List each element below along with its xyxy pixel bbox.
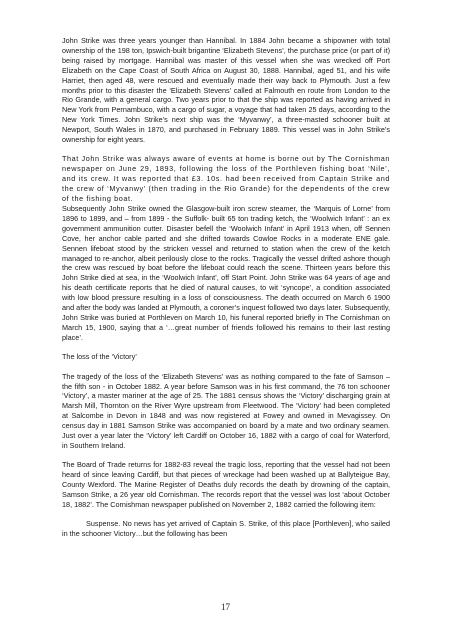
document-page — [62, 36, 390, 539]
newspaper-quote: Suspense. No news has yet arrived of Captain S. Strike, of this place [Porthleven], who sailed in the schooner Victory…but the following has been — [62, 519, 390, 539]
section-heading: The loss of the ‘Victory’ — [62, 352, 137, 362]
intro-paragraph: John Strike was three years younger than Hannibal. In 1884 John became a shipowner with total ownership of the 198 ton, Ipswich-built brigantine ‘Elizabeth Stevens’, the purchase price (or part of it) being raised by mortgage. Hannibal was master of this vessel when she was wrecked off Port Elizabeth on the Cape Coast of South Africa on August 30, 1888. Hannibal, aged 51, and his wife Harriet, then aged 48, were rescued and eventually made their way back to Plymouth. Just a few months prior to this disaster the ‘Elizabeth Stevens’ called at Falmouth en route from London to the Rio Grande, with a general cargo. Two years prior to that the ship was reported as having arrived in New York from Pernambuco, with a cargo of sugar, a voyage that had taken 25 days, according to the New York Times. John Strike’s next ship was the ‘Myvanwy’, a three-masted schooner built at Newport, South Wales in 1870, and purchased in February 1889. This vessel was in John Strike’s ownership for eight years. — [62, 36, 390, 145]
cornishman-report-paragraph: That John Strike was always aware of events at home is borne out by The Cornishman newspaper on June 29, 1893, following the loss of the Porthleven fishing boat ‘Nile’, and its crew. It was reported that £3. 10s. had been received from Captain Strike and the crew of ‘Myvanwy’ (then trading in the Rio Grande) for the dependents of the crew of the fishing boat. — [62, 154, 390, 204]
board-of-trade-paragraph: The Board of Trade returns for 1882-83 reveal the tragic loss, reporting that the vessel had not been heard of since leaving Cardiff, but that pieces of wreckage had been washed up at Ballyteigue Bay, County Wexford. The Marine Register of Deaths duly records the death by drowning of the captain, Samson Strike, a 26 year old Cornishman. The records report that the vessel was lost ‘about October 18, 1882’. The Cornishman newspaper published on November 2, 1882 carried the following item: — [62, 460, 390, 509]
page-number: 17 — [221, 602, 230, 612]
woolwich-infant-paragraph: Subsequently John Strike owned the Glasgow-built iron screw steamer, the ‘Marquis of Lorne’ from 1896 to 1899, and – from 1899 - the Suffolk- built 65 ton trading ketch, the ‘Woolwich Infant’ : an ex government ammunition cutter. Disaster befell the ‘Woolwich Infant’ in April 1913 when, off Sennen Cove, her anchor cable parted and she drifted towards Cowloe Rocks in a moderate ENE gale. Sennen lifeboat stood by the stricken vessel and returned to station when the crew of the ketch managed to re-anchor, albeit perilously close to the rocks. Tragically the vessel drifted ashore though the crew was rescued by boat before the lifeboat could reach the scene. Thirteen years before this John Strike died at sea, in the ‘Woolwich Infant’, off Start Point. John Strike was 64 years of age and his death certificate reports that he died of natural causes, to wit ‘syncope’, a condition associated with low blood pressure resulting in a loss of consciousness. The death occurred on March 6 1900 and after the body was landed at Plymouth, a coroner’s inquest followed two days later. Subsequently, John Strike was buried at Porthleven on March 10, his funeral reported briefly in The Cornishman on March 15, 1900, saying that a ‘…great number of friends followed his remains to their last resting place’. — [62, 204, 390, 342]
victory-paragraph: The tragedy of the loss of the ‘Elizabeth Stevens’ was as nothing compared to the fate of Samson – the fifth son - in October 1882. A year before Samson was in his first command, the 76 ton schooner ‘Victory’, a master mariner at the age of 25. The 1881 census shows the ‘Victory’ discharging grain at Marsh Mill, Thornton on the River Wyre upstream from Fleetwood. The ‘Victory’ had been completed at Salcombe in Devon in 1848 and was now registered at Fowey and owned in Mevagissey. On census day in 1881 Samson Strike was accompanied on board by a mate and two ordinary seamen. Just over a year later the ‘Victory’ left Cardiff on October 16, 1882 with a cargo of coal for Waterford, in Southern Ireland. — [62, 371, 390, 450]
